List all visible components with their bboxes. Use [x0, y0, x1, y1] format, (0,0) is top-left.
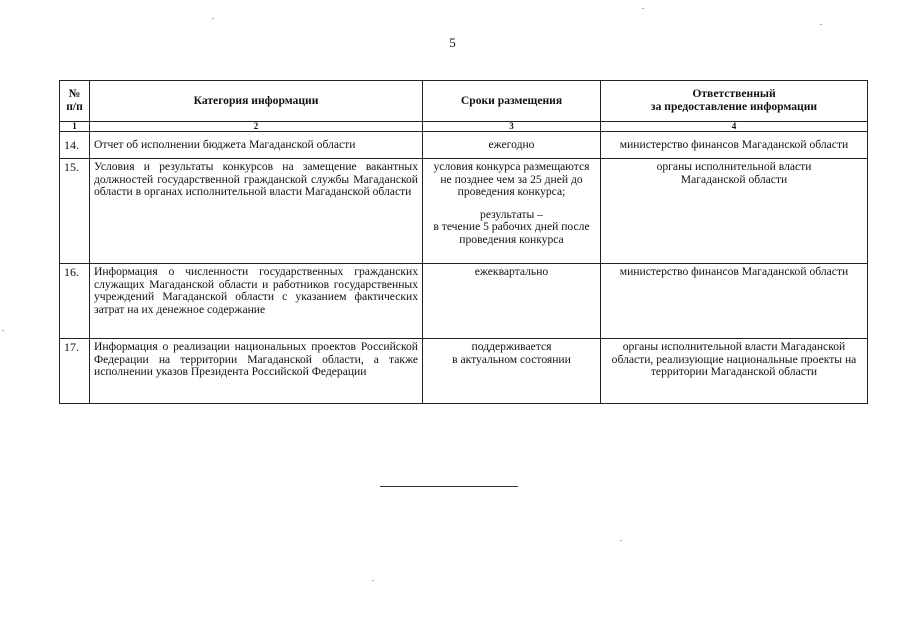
information-table — [59, 80, 868, 404]
row-category: Условия и результаты конкурсов на замещение вакантных должностей государственной гражданской службы Магаданской области в органах исполнительной власти Магаданской области — [90, 159, 423, 264]
closing-rule — [380, 486, 518, 487]
row-category: Отчет об исполнении бюджета Магаданской области — [90, 132, 423, 159]
row-number: 14. — [60, 132, 90, 159]
scan-speck — [2, 330, 4, 331]
row-number: 15. — [60, 159, 90, 264]
column-number: 2 — [90, 122, 423, 132]
table-header-row — [60, 81, 868, 122]
row-category: Информация о реализации национальных проектов Российской Федерации на территории Магаданской области, а также исполнении указов Президента Российской Федерации — [90, 339, 423, 404]
scan-speck — [820, 24, 822, 25]
scan-speck — [620, 540, 622, 541]
header-terms: Сроки размещения — [423, 81, 601, 122]
row-responsible: министерство финансов Магаданской области — [601, 132, 868, 159]
row-responsible: органы исполнительной власти Магаданской области — [601, 159, 868, 264]
header-num: № п/п — [60, 81, 90, 122]
row-category: Информация о численности государственных гражданских служащих Магаданской области и работников государственных учреждений Магаданской области с указанием фактических затрат на их денежное содержание — [90, 264, 423, 339]
row-terms: поддерживается в актуальном состоянии — [423, 339, 601, 404]
table-row — [60, 132, 868, 159]
scan-speck — [372, 580, 374, 581]
row-terms: ежегодно — [423, 132, 601, 159]
scan-speck — [642, 8, 644, 9]
header-responsible: Ответственный за предоставление информации — [601, 81, 868, 122]
column-number: 4 — [601, 122, 868, 132]
row-responsible: министерство финансов Магаданской области — [601, 264, 868, 339]
row-terms: ежеквартально — [423, 264, 601, 339]
row-responsible: органы исполнительной власти Магаданской области, реализующие национальные проекты на территории Магаданской области — [601, 339, 868, 404]
page-number: 5 — [449, 35, 456, 50]
header-category: Категория информации — [90, 81, 423, 122]
terms-conditions: условия конкурса размещаются не позднее чем за 25 дней до проведения конкурса; — [433, 160, 590, 199]
table-row — [60, 264, 868, 339]
column-number-row — [60, 122, 868, 132]
table-row — [60, 339, 868, 404]
scan-speck — [212, 18, 214, 19]
table-row — [60, 159, 868, 264]
column-number: 3 — [423, 122, 601, 132]
row-number: 17. — [60, 339, 90, 404]
terms-results: результаты – в течение 5 рабочих дней после проведения конкурса — [433, 207, 590, 246]
column-number: 1 — [60, 122, 90, 132]
row-terms — [423, 159, 601, 264]
row-number: 16. — [60, 264, 90, 339]
